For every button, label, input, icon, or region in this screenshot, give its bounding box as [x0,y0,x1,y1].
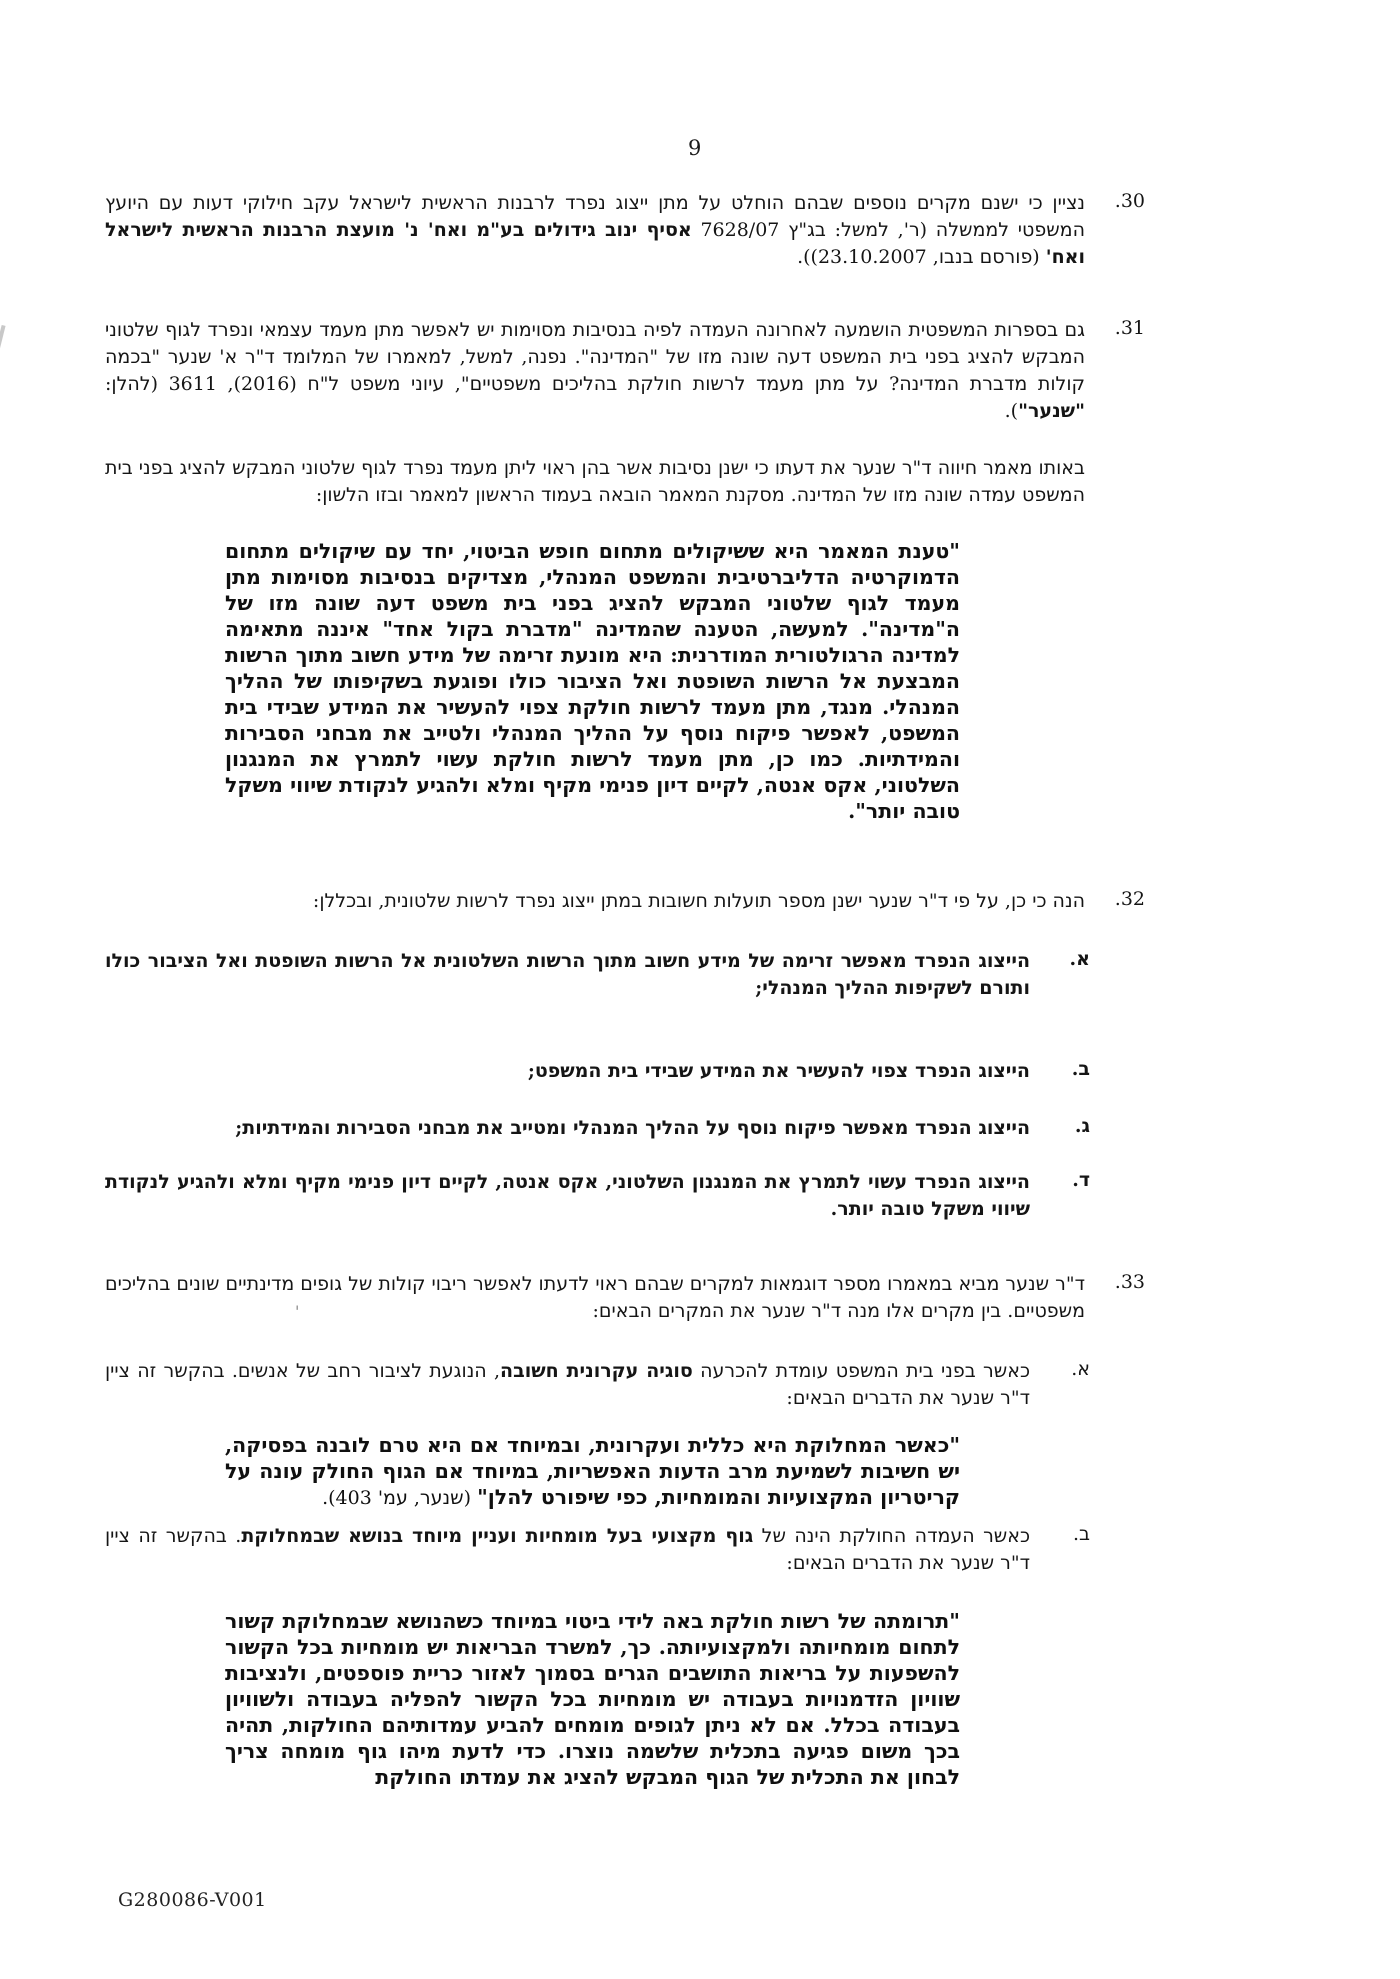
subitem-32-d [105,1169,1090,1223]
page-number: 9 [688,136,702,160]
expert-body-bold: גוף מקצועי בעל מומחיות ועניין מיוחד בנושא שבמחלוקת [241,1525,754,1547]
paragraph-31-run-pre: גם בספרות המשפטית הושמעה לאחרונה העמדה לפיה בנסיבות מסוימות יש לאפשר מתן מעמד עצמאי ונפרד לגוף שלטוני המבקש להציג בפני בית המשפט דעה שונה מזו של "המדינה". נפנה, למשל, למאמרו של המלומד ד"ר א' שנער "בכמה קולות מדברת המדינה? על מתן מעמד לרשות חולקת בהליכים משפטיים", עיוני משפט ל"ח (2016), 3611 (להלן: [105,319,1085,395]
paragraph-30-text [105,190,1085,271]
subitem-33-a [105,1358,1090,1412]
paragraph-30-number: 30. [1114,190,1145,212]
scan-speck-artifact: ' [295,1302,300,1321]
blockquote-shinar-p403 [225,1432,960,1511]
subitem-32-b-letter: ב. [1071,1058,1090,1080]
subitem-33-a-text [105,1358,1030,1412]
paragraph-33 [105,1271,1145,1325]
subitem-32-d-text: הייצוג הנפרד עשוי לתמרץ את המנגנון השלטוני, אקס אנטה, לקיים דיון פנימי מקיף ומלא ולהגיע לנקודת שיווי משקל טובה יותר. [105,1171,1030,1220]
scan-edge-artifact [0,325,6,355]
paragraph-31-number: 31. [1114,317,1145,339]
subitem-33-a-run-post: , הנוגעת לציבור רחב של אנשים. בהקשר זה ציין ד"ר שנער את הדברים הבאים: [105,1360,1030,1409]
paragraph-intro-quote [105,455,1145,509]
blockquote-expertise: "תרומתה של רשות חולקת באה לידי ביטוי במיוחד כשהנושא שבמחלוקת קשור לתחום מומחיותה ולמקצועיותה. כך, למשרד הבריאות יש מומחיות בכל הקשור להשפעות על בריאות התושבים הגרים בסמוך לאזור כריית פוספטים, ולנציבות שוויון הזדמנויות בעבודה יש מומחיות בכל הקשור להפליה בעבודה ולשוויון בעבודה בכלל. אם לא ניתן לגופים מומחים להביע עמדותיהם החולקות, תהיה בכך משום פגיעה בתכלית שלשמה נוצרו. כדי לדעת מיהו גוף מומחה צריך לבחון את התכלית של הגוף המבקש להציג את עמדתו החולקת [225,1609,960,1789]
document-footer-code: G280086-V001 [118,1889,267,1911]
subitem-33-b [105,1523,1090,1577]
subitem-33-b-run-pre: כאשר העמדה החולקת הינה של [753,1525,1031,1547]
subitem-32-a-letter: א. [1069,948,1090,970]
subitem-32-a-text: הייצוג הנפרד מאפשר זרימה של מידע חשוב מתוך הרשות השלטונית אל הרשות השופטת ואל הציבור כולו ותורם לשקיפות ההליך המנהלי; [105,950,1030,999]
paragraph-32 [105,888,1145,915]
paragraph-32-number: 32. [1114,888,1145,910]
subitem-32-d-letter: ד. [1072,1169,1090,1191]
subitem-32-c-text: הייצוג הנפרד מאפשר פיקוח נוסף על ההליך המנהלי ומטייב את מבחני הסבירות והמידתיות; [235,1117,1030,1139]
subitem-33-b-run-post: . בהקשר זה ציין ד"ר שנער את הדברים הבאים: [105,1525,1030,1574]
subitem-32-a [105,948,1090,1002]
subitem-32-b [105,1058,1090,1085]
paragraph-30 [105,190,1145,271]
subitem-33-b-letter: ב. [1072,1523,1090,1545]
blockquote-article-conclusion: "טענת המאמר היא ששיקולים מתחום חופש הביטוי, יחד עם שיקולים מתחום הדמוקרטיה הדליברטיבית והמשפט המנהלי, מצדיקים בנסיבות מסוימות מתן מעמד לגוף שלטוני המבקש להציג בפני בית משפט דעה שונה מזו של ה"מדינה". למעשה, הטענה שהמדינה "מדברת בקול אחד" איננה מתאימה למדינה הרגולטורית המודרנית: היא מונעת זרימה של מידע חשוב מתוך הרשות המבצעת אל הרשות השופטת ואל הציבור כולו ופוגעת בשקיפותו של ההליך המנהלי. מנגד, מתן מעמד לרשות חולקת צפוי להעשיר את המידע שבידי בית המשפט, לאפשר פיקוח נוסף על ההליך המנהלי ולטייב את מבחני הסבירות והמידתיות. כמו כן, מתן מעמד לרשות חולקת עשוי לתמרץ את המנגנון השלטוני, אקס אנטה, לקיים דיון פנימי מקיף ומלא ולהגיע לנקודת שיווי משקל טובה יותר". [225,539,960,823]
blockquote-shinar-p403-text: "כאשר המחלוקת היא כללית ועקרונית, ובמיוחד אם היא טרם לובנה בפסיקה, יש חשיבות לשמיעת מרב הדעות האפשריות, במיוחד אם הגוף החולק עונה על קריטריון המקצועיות והמומחיות, כפי שיפורט להלן" [225,1433,960,1509]
paragraph-31-text [105,317,1085,425]
document-body [105,190,1145,1790]
shorthand-reference-bold: "שנער" [1018,400,1085,422]
paragraph-32-text: הנה כי כן, על פי ד"ר שנער ישנן מספר תועלות חשובות במתן ייצוג נפרד לרשות שלטונית, ובכללן: [312,890,1085,912]
subitem-32-b-text: הייצוג הנפרד צפוי להעשיר את המידע שבידי בית המשפט; [527,1060,1030,1082]
subitem-33-a-letter: א. [1071,1358,1090,1380]
paragraph-31-run-post: ). [1004,400,1019,422]
paragraph-intro-number-spacer [1100,455,1145,509]
case-citation-bold: אסיף ינוב גידולים בע"מ ואח' נ' מועצת הרבנות הראשית לישראל ואח' [105,219,1085,268]
paragraph-30-run-pre: נציין כי ישנם מקרים נוספים שבהם הוחלט על מתן ייצוג נפרד לרבנות הראשית לישראל עקב חילוקי דעות עם היועץ המשפטי לממשלה (ר', למשל: בג"ץ 7628/07 [105,192,1085,241]
paragraph-intro-text: באותו מאמר חיווה ד"ר שנער את דעתו כי ישנן נסיבות אשר בהן ראוי ליתן מעמד נפרד לגוף שלטוני המבקש להציג בפני בית המשפט עמדה שונה מזו של המדינה. מסקנת המאמר הובאה בעמוד הראשון למאמר ובזו הלשון: [105,457,1085,506]
key-issue-bold: סוגיה עקרונית חשובה [500,1360,693,1382]
subitem-33-b-text [105,1523,1030,1577]
subitem-33-a-run-pre: כאשר בפני בית המשפט עומדת להכרעה [692,1360,1030,1382]
paragraph-33-number: 33. [1114,1271,1145,1293]
subitem-32-c-letter: ג. [1074,1115,1090,1137]
paragraph-30-run-post: (פורסם בנבו, 23.10.2007)). [797,246,1046,268]
blockquote-shinar-p403-cite: (שנער, עמ' 403). [322,1487,478,1509]
paragraph-33-text: ד"ר שנער מביא במאמרו מספר דוגמאות למקרים שבהם ראוי לדעתו לאפשר ריבוי קולות של גופים מדינתיים שונים בהליכים משפטיים. בין מקרים אלו מנה ד"ר שנער את המקרים הבאים: [105,1273,1085,1322]
subitem-32-c [105,1115,1090,1142]
paragraph-31 [105,317,1145,425]
